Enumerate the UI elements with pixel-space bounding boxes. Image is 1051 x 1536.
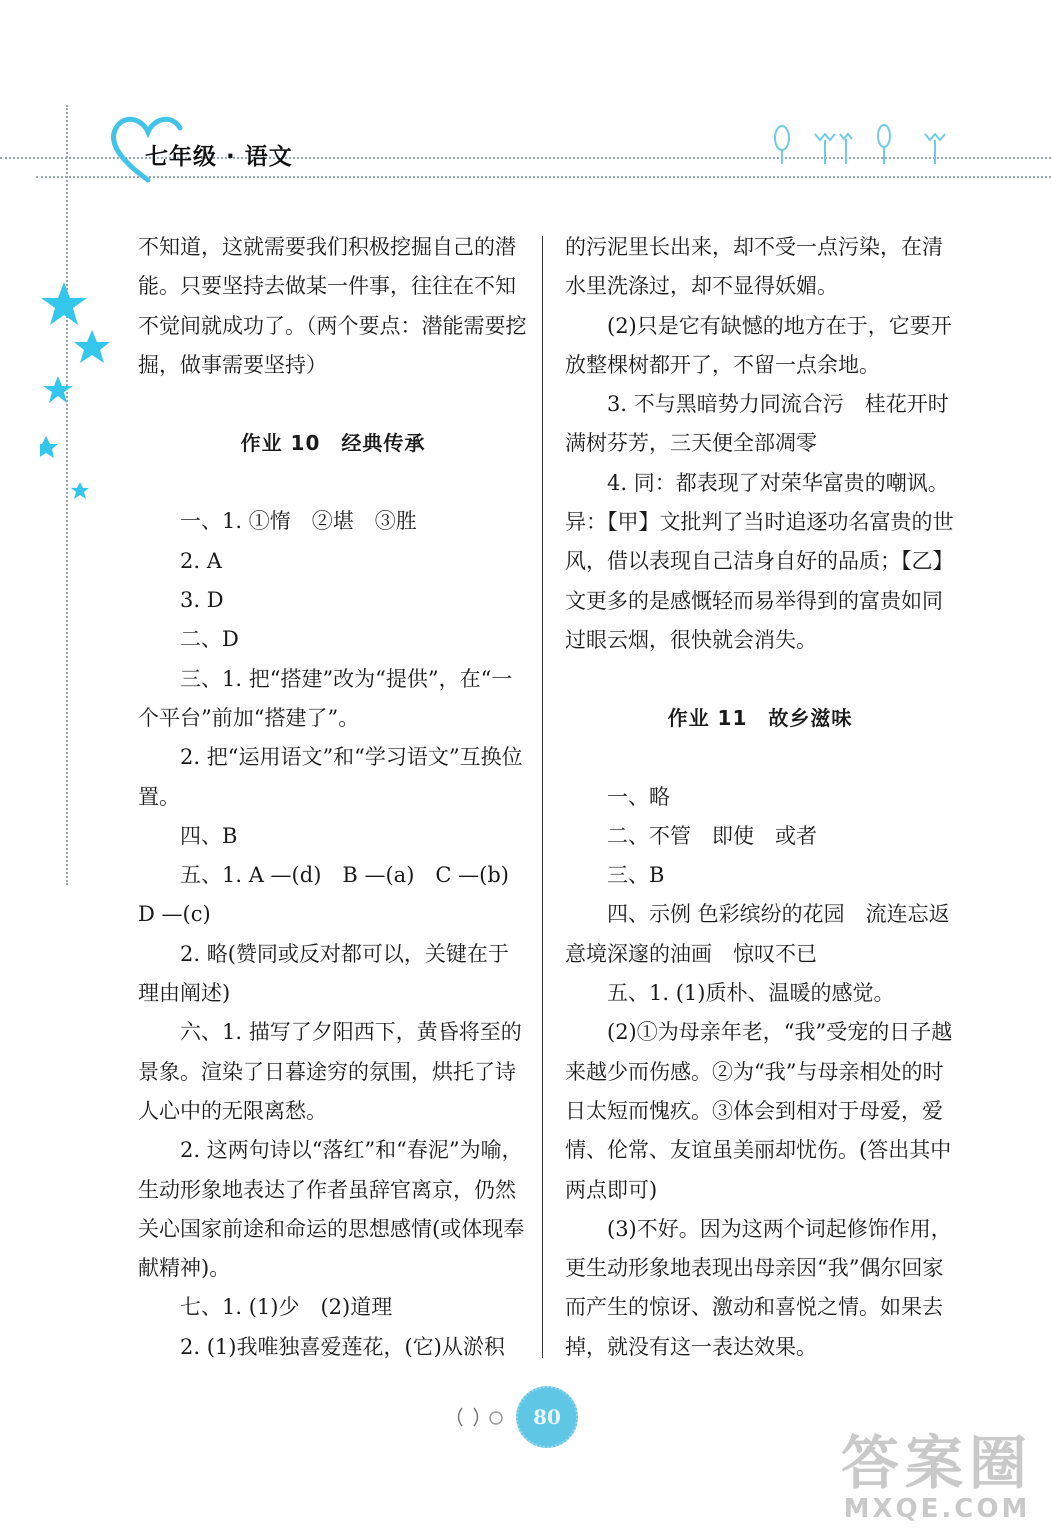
answer-item: 二、D <box>180 627 239 652</box>
answer-item: 2. 把“运用语文”和“学习语文”互换位置。 <box>138 745 523 809</box>
answer-item: 四、示例 色彩缤纷的花园 流连忘返 意境深邃的油画 惊叹不已 <box>565 902 971 966</box>
answer-item: 七、1. (1)少 (2)道理 <box>180 1295 393 1320</box>
answer-item: 五、1. (1)质朴、温暖的感觉。 <box>607 981 895 1006</box>
answer-item: 的污泥里长出来，却不受一点污染，在清水里洗涤过，却不显得妖媚。 <box>565 235 943 299</box>
answer-item: 二、不管 即使 或者 <box>607 823 817 848</box>
paragraph-continuation: 不知道，这就需要我们积极挖掘自己的潜能。只要坚持去做某一件事，往往在不知不觉间就成功了。（两个要点：潜能需要挖掘，做事需要坚持） <box>138 235 527 377</box>
answer-item: 3. 不与黑暗势力同流合污 桂花开时满树芬芳，三天便全部凋零 <box>565 392 949 456</box>
answer-item: 三、1. 把“搭建”改为“提供”，在“一个平台”前加“搭建了”。 <box>138 666 513 730</box>
watermark <box>840 1429 1033 1524</box>
section-heading-11: 作业 11 故乡滋味 <box>667 706 853 731</box>
answer-item: (3)不好。因为这两个词起修饰作用，更生动形象地表现出母亲因“我”偶尔回家而产生的惊讶、激动和喜悦之情。如果去掉，就没有这一表达效果。 <box>565 1216 952 1359</box>
answer-item: D —(c) <box>138 902 211 927</box>
answer-item: 2. (1)我唯独喜爱莲花，(它)从淤积 <box>180 1334 505 1359</box>
answer-item: 四、B <box>180 823 238 848</box>
column-divider <box>542 236 543 1358</box>
watermark-logo-text: 答案圈 <box>840 1429 1033 1497</box>
answer-item: 2. A <box>180 548 222 573</box>
tulips-icon <box>760 120 960 170</box>
answer-item: (2)只是它有缺憾的地方在于，它要开放整棵树都开了，不留一点余地。 <box>565 313 952 377</box>
answer-item: 六、1. 描写了夕阳西下，黄昏将至的景象。渲染了日暮途穷的氛围，烘托了诗人心中的无限离愁。 <box>138 1020 522 1123</box>
right-column <box>565 228 971 1367</box>
answer-item: 三、B <box>607 863 665 888</box>
page-number: 80 <box>516 1386 578 1448</box>
answer-item: 五、1. A —(d) B —(a) C —(b) <box>180 863 509 888</box>
stars-decoration-icon <box>40 280 120 510</box>
answer-item: (2)①为母亲年老，“我”受宠的日子越来越少而伤感。②为“我”与母亲相处的时日太短而愧疚。③体会到相对于母爱，爱情、伦常、友谊虽美丽却忧伤。(答出其中两点即可) <box>565 1020 953 1202</box>
answer-item: 一、1. ①惰 ②堪 ③胜 <box>180 509 417 534</box>
left-column <box>138 228 528 1367</box>
answer-item: 2. 这两句诗以“落红”和“春泥”为喻，生动形象地表达了作者虽辞官离京，仍然关心国家前途和命运的思想感情(或体现奉献精神)。 <box>138 1138 525 1281</box>
answer-item: 2. 略(赞同或反对都可以，关键在于理由阐述) <box>138 941 509 1006</box>
watermark-url: MXQE.COM <box>843 1494 1031 1524</box>
section-heading-10: 作业 10 经典传承 <box>240 431 426 456</box>
answer-item: 一、略 <box>607 784 670 809</box>
series-title: 七年级 · 语文 <box>145 144 293 170</box>
answer-item: 3. D <box>180 588 224 613</box>
answer-item: 4. 同：都表现了对荣华富贵的嘲讽。异：【甲】文批判了当时追逐功名富贵的世风，借以表现自己洁身自好的品质；【乙】文更多的是感慨轻而易举得到的富贵如同过眼云烟，很快就会消失。 <box>565 470 954 652</box>
small-circles-icon <box>452 1405 512 1429</box>
